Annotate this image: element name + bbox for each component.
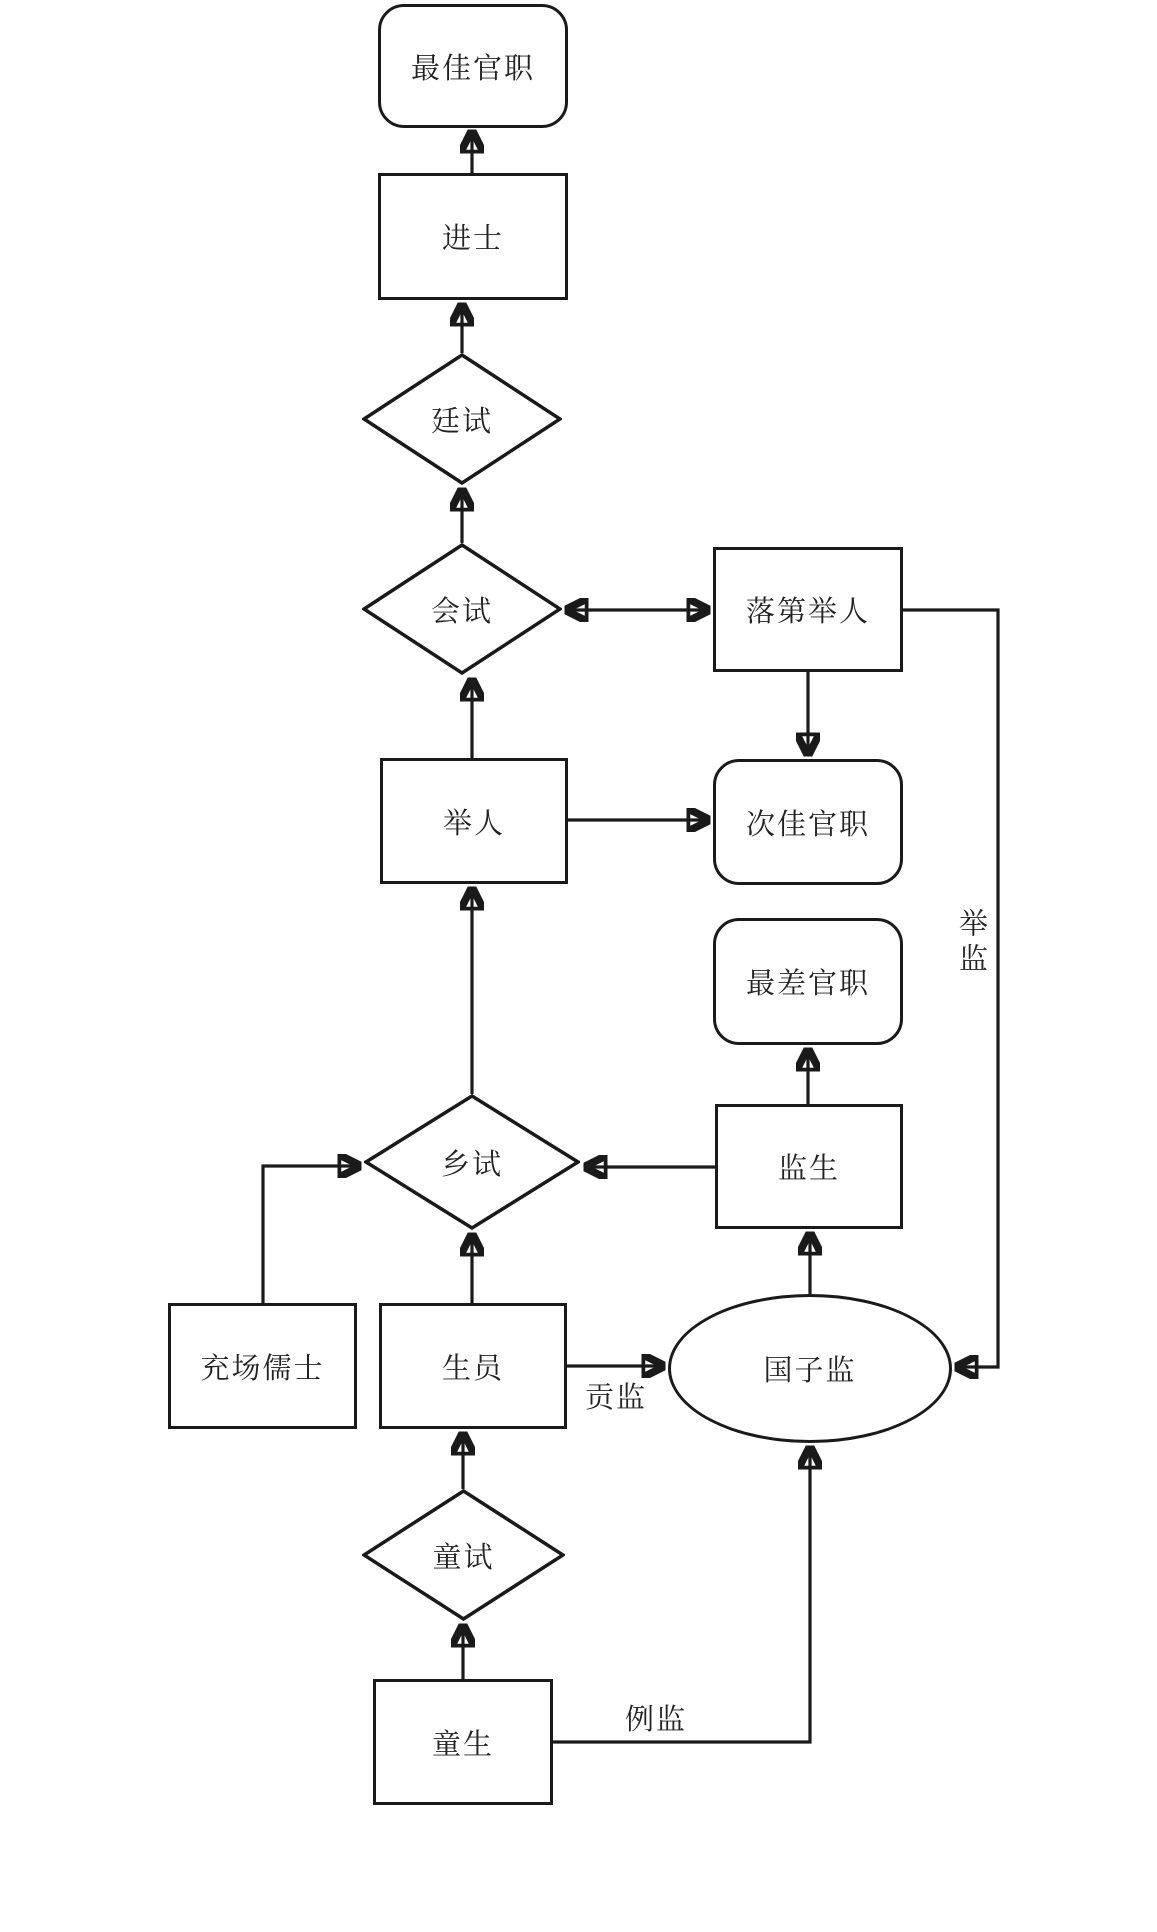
node-worst-office-label: 最差官职 xyxy=(745,968,870,1000)
node-best-office-label: 最佳官职 xyxy=(410,52,535,85)
node-juren xyxy=(380,758,568,884)
node-jinshi-label: 进士 xyxy=(441,223,504,255)
node-jiansheng xyxy=(715,1104,903,1229)
node-shengyuan-label: 生员 xyxy=(441,1352,504,1385)
node-tongshi-label: 童试 xyxy=(432,1541,495,1574)
node-shengyuan xyxy=(379,1303,567,1429)
node-tongsheng xyxy=(373,1679,553,1805)
edge-chongchang-rushi-to-xiangshi xyxy=(263,1166,359,1303)
node-chongchang-rushi xyxy=(168,1303,357,1429)
node-huishi xyxy=(362,543,562,675)
node-jinshi xyxy=(378,173,568,300)
node-tingshi-label: 廷试 xyxy=(430,405,493,438)
node-worst-office xyxy=(713,918,903,1045)
node-failed-juren-label: 落第举人 xyxy=(745,596,870,628)
node-tingshi xyxy=(362,353,562,485)
node-juren-label: 举人 xyxy=(442,807,505,840)
node-xiangshi-label: 乡试 xyxy=(440,1148,503,1181)
node-second-best-office-label: 次佳官职 xyxy=(745,808,870,841)
node-chongchang-rushi-label: 充场儒士 xyxy=(200,1352,325,1385)
node-guozijian-label: 国子监 xyxy=(763,1355,857,1387)
edge-label-lijian: 例监 xyxy=(624,1704,687,1736)
edge-failed-juren-to-guozijian xyxy=(903,610,998,1367)
node-tongsheng-label: 童生 xyxy=(431,1728,494,1761)
node-second-best-office xyxy=(713,759,903,885)
edge-label-gongjian: 贡监 xyxy=(584,1382,647,1414)
node-failed-juren xyxy=(713,547,903,672)
node-tongshi xyxy=(362,1489,565,1621)
node-best-office xyxy=(378,4,568,128)
node-xiangshi xyxy=(364,1094,580,1230)
node-jiansheng-label: 监生 xyxy=(777,1153,840,1185)
node-huishi-label: 会试 xyxy=(430,595,493,628)
edge-label-jujian: 举监 xyxy=(955,908,987,978)
node-guozijian xyxy=(668,1294,952,1443)
